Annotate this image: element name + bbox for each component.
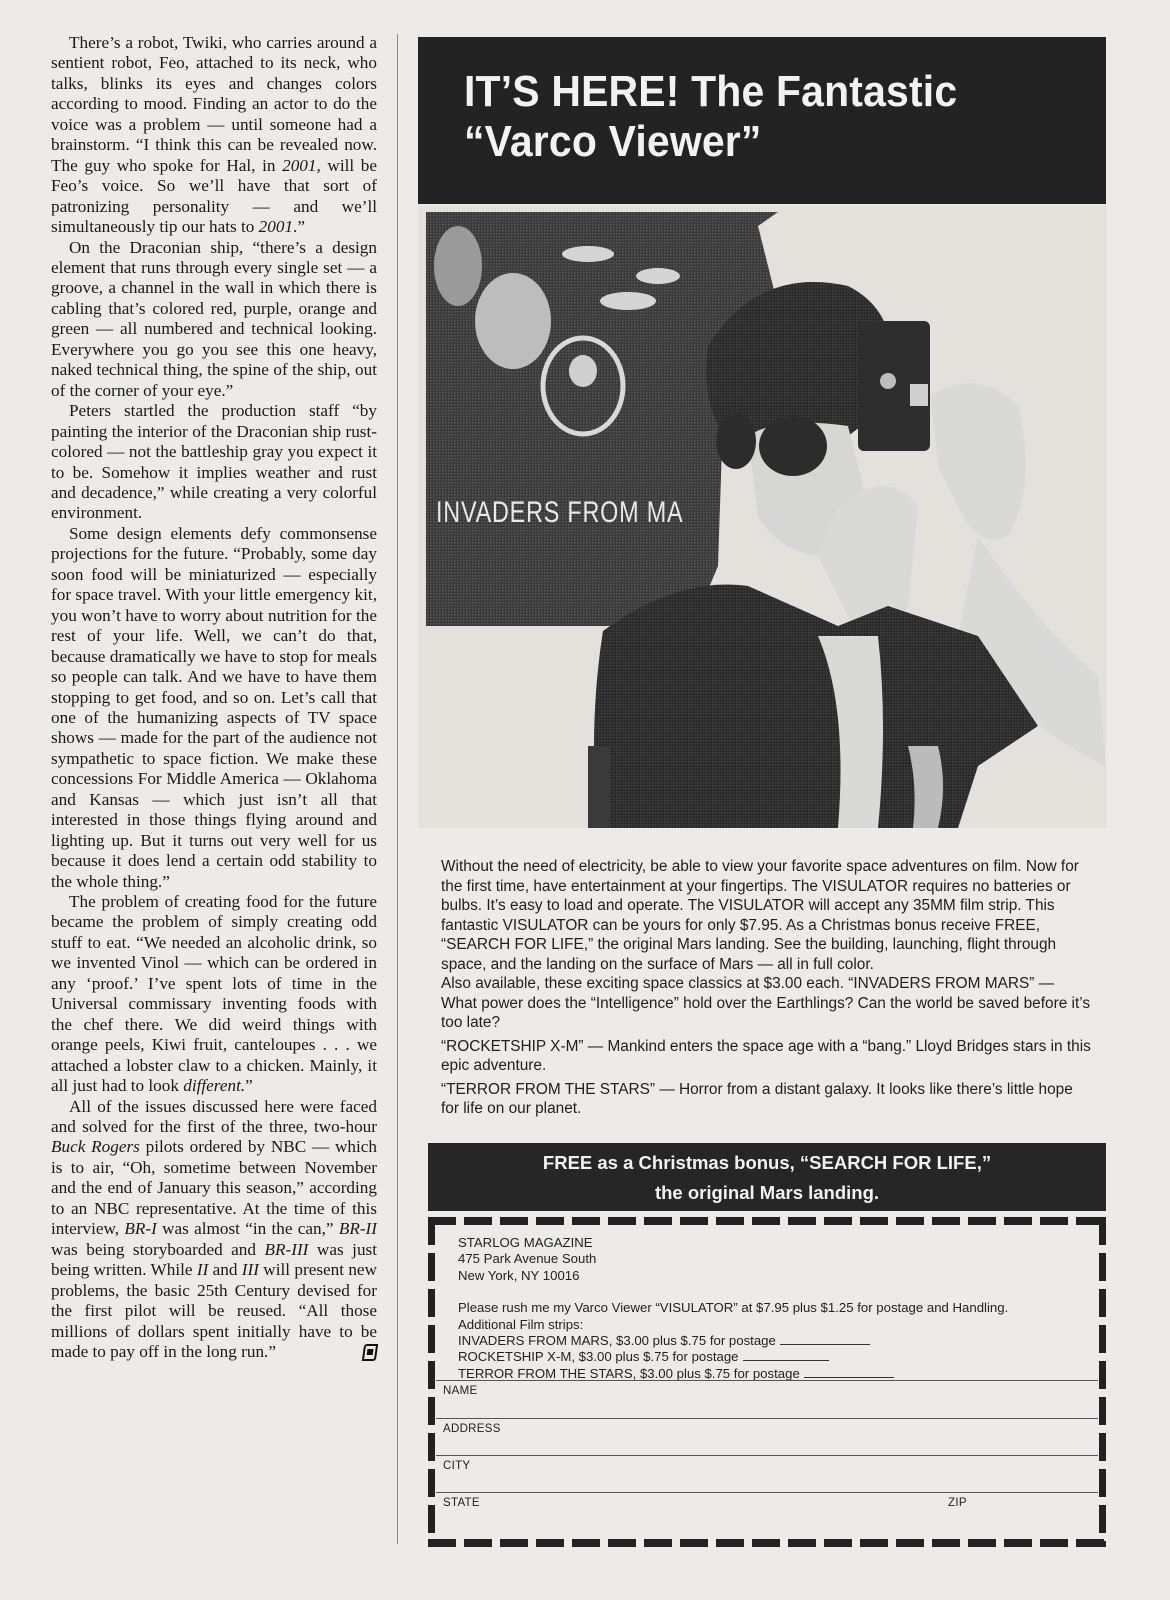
film-strip-option[interactable] — [458, 1349, 1086, 1365]
film-strip-label: INVADERS FROM MARS, $3.00 plus $.75 for postage — [458, 1333, 776, 1349]
name-input[interactable] — [436, 1387, 1098, 1417]
ad-headline-box — [418, 37, 1106, 204]
article-paragraph: All of the issues discussed here were faced and solved for the first of the three, two-hour Buck Rogers pilots ordered by NBC — which is to air, “Oh, sometime between November and the end of January this season,” according to an NBC representative. At the time of this interview, BR-I was almost “in the can,” BR-II was being storyboarded and BR-III was just being written. While II and III will present new problems, the basic 25th Century devised for the first pilot will be reused. “All those millions of dollars spent initially have to be made to pay off in the long run.” — [51, 1096, 378, 1361]
state-zip-field[interactable] — [436, 1492, 1098, 1509]
banner-line-2: the original Mars landing. — [654, 1182, 880, 1203]
name-label: NAME — [443, 1385, 478, 1397]
coupon-content — [458, 1235, 1086, 1382]
address-input[interactable] — [436, 1424, 1098, 1454]
mailing-address — [458, 1235, 1086, 1284]
coupon-dashed-border-left — [428, 1217, 435, 1547]
banner-line-1: FREE as a Christmas bonus, “SEARCH FOR LIFE,” — [542, 1152, 992, 1173]
coupon-dashed-border-top — [428, 1217, 1106, 1225]
quantity-blank[interactable] — [804, 1367, 894, 1378]
ad-copy-paragraph: “ROCKETSHIP X-M” — Mankind enters the space age with a “bang.” Lloyd Bridges stars in this epic adventure. — [441, 1037, 1091, 1074]
article-paragraph: Some design elements defy commonsense projections for the future. “Probably, some day soon food will be miniaturized — especially for space travel. With your little emergency kit, you won’t have to worry about nutrition for the rest of your life. Well, we can’t do that, because dramatically we have to stop for meals so people can talk. And we have to have them stopping to get food, and so on. Let’s call that one of the humanizing aspects of TV space shows — made for the part of the audience not sympathetic to space fiction. We make these concessions For Middle America — Oklahoma and Kansas — which just isn’t all that interested in those things flying around and lighting up. But it turns out very well for us because it does lend a certain odd stability to the whole thing.” — [51, 523, 377, 891]
ad-headline-line-2: “Varco Viewer” — [464, 117, 762, 166]
address-line: STARLOG MAGAZINE — [458, 1235, 593, 1250]
city-label: CITY — [443, 1460, 471, 1472]
order-line: Please rush me my Varco Viewer “VISULATOR” at $7.95 plus $1.25 for postage and Handling. — [458, 1300, 1009, 1316]
order-details — [458, 1300, 1086, 1382]
column-divider — [397, 34, 398, 1544]
quantity-blank[interactable] — [780, 1334, 870, 1345]
ad-body-copy — [441, 857, 1091, 1119]
coupon-dashed-border-right — [1099, 1217, 1106, 1547]
state-label: STATE — [443, 1497, 480, 1509]
ad-copy-paragraph: Without the need of electricity, be able to view your favorite space adventures on film. Now for the first time, have entertainment at your fingertips. The VISULATOR requires no batteries or bulbs. It’s easy to load and operate. The VISULATOR will accept any 35MM film strip. This fantastic VISULATOR can be yours for only $7.95. As a Christmas bonus receive FREE, “SEARCH FOR LIFE,” the original Mars landing. See the building, launching, flight through space, and the landing on the surface of Mars — all in full color. — [441, 858, 1079, 973]
film-strip-option[interactable] — [458, 1333, 1086, 1349]
city-input[interactable] — [436, 1461, 1098, 1491]
film-strip-label: TERROR FROM THE STARS, $3.00 plus $.75 for postage — [458, 1365, 800, 1381]
order-coupon[interactable] — [428, 1217, 1106, 1547]
article-paragraph: The problem of creating food for the future became the problem of simply creating odd stuff to eat. “We needed an alcoholic drink, so we invented Vinol — which can be ordered in any ‘proof.’ I’ve spent lots of time in the Universal commissary inventing foods with the chef there. We did weird things with orange peels, Kiwi fruit, canteloupes . . . we attached a lobster claw to a chicken. Mainly, it all just had to look different.” — [51, 892, 377, 1096]
article-paragraph: Peters startled the production staff “by painting the interior of the Draconian ship rust-colored — not the battleship gray you expect it to be. Somehow it implies weather and rust and decadence,” while creating a very colorful environment. — [51, 401, 377, 523]
article-paragraph: On the Draconian ship, “there’s a design element that runs through every single set — a groove, a channel in the wall in which there is cabling that’s colored red, purple, orange and green — all numbered and technical looking. Everywhere you go you see this one heavy, naked technical thing, the spine of the ship, out of the corner of your eye.” — [51, 237, 377, 400]
address-label: ADDRESS — [443, 1423, 501, 1435]
ad-photo — [418, 206, 1106, 828]
article-column — [51, 33, 377, 1362]
zip-label: ZIP — [948, 1497, 967, 1509]
ad-headline-line-1: IT’S HERE! The Fantastic — [464, 67, 958, 116]
christmas-bonus-banner — [428, 1143, 1106, 1211]
poster-title: INVADERS FROM MA — [436, 496, 684, 529]
address-line: New York, NY 10016 — [458, 1267, 580, 1283]
ad-copy-paragraph: “TERROR FROM THE STARS” — Horror from a distant galaxy. It looks like there’s little hope for life on our planet. — [441, 1080, 1073, 1117]
coupon-dashed-border-bottom — [428, 1539, 1106, 1547]
article-paragraph: There’s a robot, Twiki, who carries around a sentient robot, Feo, attached to its neck, who talks, blinks its eyes and changes colors according to mood. Finding an actor to do the voice was a problem — until someone had a brainstorm. “I think this can be revealed now. The guy who spoke for Hal, in 2001, will be Feo’s voice. So we’ll have that sort of patronizing personality — and we’ll simultaneously tip our hats to 2001.” — [51, 33, 377, 237]
film-strip-label: ROCKETSHIP X-M, $3.00 plus $.75 for postage — [458, 1349, 739, 1365]
ad-copy-paragraph: Also available, these exciting space classics at $3.00 each. “INVADERS FROM MARS” — What power does the “Intelligence” hold over the Earthlings? Can the world be saved before it’s too late? — [441, 975, 1091, 1031]
address-line: 475 Park Avenue South — [458, 1251, 597, 1267]
quantity-blank[interactable] — [743, 1350, 829, 1361]
additional-strips-label: Additional Film strips: — [458, 1316, 584, 1332]
end-mark-icon — [362, 1344, 378, 1361]
